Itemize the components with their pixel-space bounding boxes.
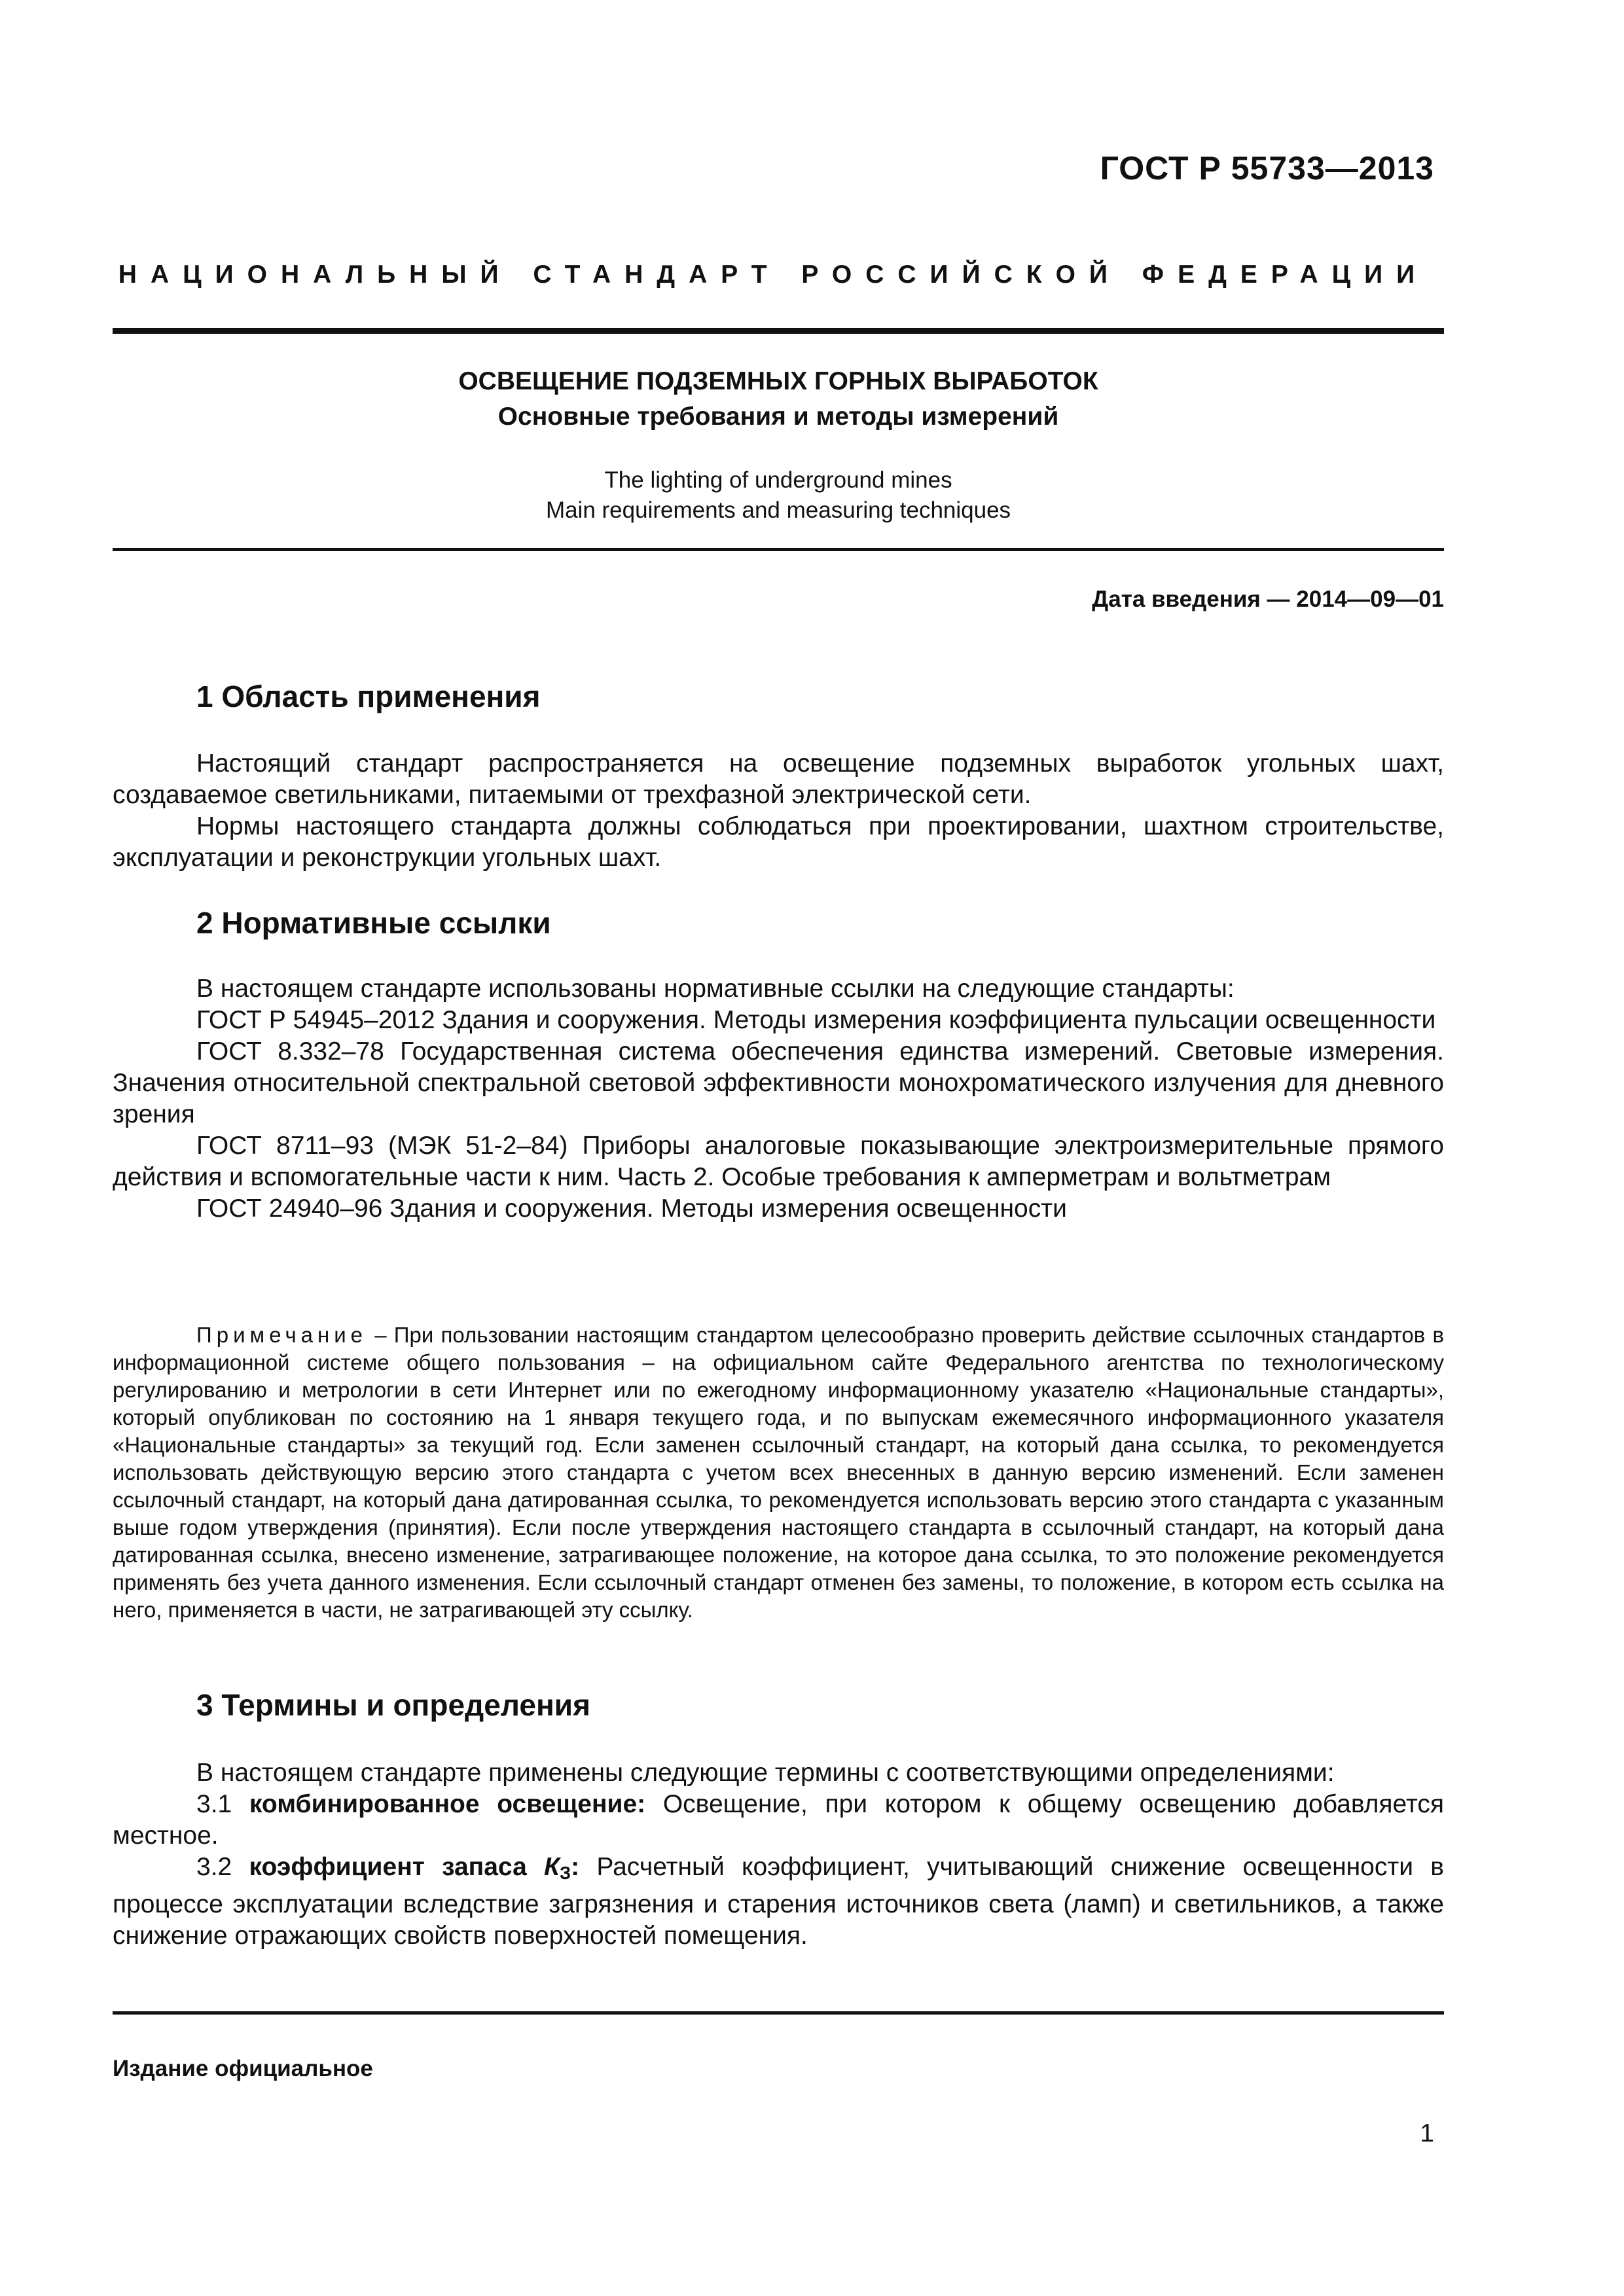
- section-1-paragraph: Настоящий стандарт распространяется на освещение подземных выработок угольных шахт, создаваемое светильниками, питаемыми от трехфазной электрической сети.: [113, 749, 1444, 809]
- gost-code: ГОСТ Р 55733—2013: [1100, 150, 1434, 187]
- term-item: [113, 1852, 1444, 1952]
- title-en: [113, 465, 1444, 526]
- term-name: комбинированное освещение:: [249, 1790, 646, 1818]
- reference-item: ГОСТ 8711–93 (МЭК 51-2–84) Приборы аналоговые показывающие электроизмерительные прямого действия и вспомогательные части к ним. Часть 2. Особые требования к амперметрам и вольтметрам: [113, 1132, 1444, 1191]
- top-rule: [113, 328, 1444, 334]
- title-en-sub: Main requirements and measuring techniques: [545, 497, 1011, 523]
- title-ru-main: ОСВЕЩЕНИЕ ПОДЗЕМНЫХ ГОРНЫХ ВЫРАБОТОК: [458, 367, 1098, 395]
- note-text: – При пользовании настоящим стандартом целесообразно проверить действие ссылочных стандартов в информационной системе общего пользования – на официальном сайте Федерального агентства по технологическому регулированию и метрологии в сети Интернет или по ежегодному информационному указателю «Национальные стандарты», который опубликован по состоянию на 1 января текущего года, и по выпускам ежемесячного информационного указателя «Национальные стандарты» за текущий год. Если заменен ссылочный стандарт, на который дана ссылка, то рекомендуется использовать действующую версию этого стандарта с учетом всех внесенных в данную версию изменений. Если заменен ссылочный стандарт, на который дана датированная ссылка, то рекомендуется использовать версию этого стандарта с указанным выше годом утверждения (принятия). Если после утверждения настоящего стандарта в ссылочный стандарт, на который дана датированная ссылка, внесено изменение, затрагивающее положение, на которое дана ссылка, то это положение рекомендуется применять без учета данного изменения. Если ссылочный стандарт отменен без замены, то положение, в котором есть ссылка на него, применяется в части, не затрагивающей эту ссылку.: [113, 1323, 1444, 1622]
- section-2-body: [113, 973, 1444, 1225]
- term-definition: Освещение, при котором к общему освещению добавляется местное.: [113, 1790, 1444, 1850]
- note-block: [113, 1321, 1444, 1624]
- section-1-paragraph: Нормы настоящего стандарта должны соблюдаться при проектировании, шахтном строительстве, эксплуатации и реконструкции угольных шахт.: [113, 812, 1444, 872]
- reference-item: ГОСТ 24940–96 Здания и сооружения. Методы измерения освещенности: [196, 1194, 1067, 1223]
- title-en-main: The lighting of underground mines: [604, 467, 952, 493]
- note-label: Примечание: [196, 1323, 368, 1347]
- introduction-date: Дата введения — 2014—09—01: [1092, 586, 1444, 612]
- term-item: [113, 1789, 1444, 1852]
- reference-item: ГОСТ 8.332–78 Государственная система обеспечения единства измерений. Световые измерения. Значения относительной спектральной световой эффективности монохроматического излучения для дневного зрения: [113, 1037, 1444, 1128]
- term-symbol: К: [544, 1853, 560, 1881]
- term-name: коэффициент запаса: [249, 1853, 545, 1881]
- title-ru-sub: Основные требования и методы измерений: [497, 403, 1059, 431]
- section-3-intro: В настоящем стандарте применены следующие термины с соответствующими определениями:: [196, 1759, 1335, 1787]
- section-2-heading: 2 Нормативные ссылки: [196, 906, 551, 940]
- term-symbol-subscript: З: [560, 1863, 571, 1883]
- term-definition: Расчетный коэффициент, учитывающий снижение освещенности в процессе эксплуатации вследствие загрязнения и старения источников света (ламп) и светильников, а также снижение отражающих свойств поверхностей помещения.: [113, 1853, 1444, 1950]
- section-1-heading: 1 Область применения: [196, 679, 541, 713]
- term-number: 3.2: [196, 1853, 249, 1881]
- national-standard-banner: НАЦИОНАЛЬНЫЙ СТАНДАРТ РОССИЙСКОЙ ФЕДЕРАЦИИ: [118, 260, 1429, 289]
- section-3-heading: 3 Термины и определения: [196, 1688, 590, 1722]
- title-bottom-rule: [113, 548, 1444, 551]
- title-block: [113, 364, 1444, 526]
- term-colon: :: [571, 1853, 580, 1881]
- official-edition-label: Издание официальное: [113, 2056, 373, 2081]
- page-number: 1: [1420, 2119, 1434, 2147]
- section-1-body: [113, 748, 1444, 874]
- term-number: 3.1: [196, 1790, 249, 1818]
- section-3-body: [113, 1757, 1444, 1952]
- section-2-intro: В настоящем стандарте использованы нормативные ссылки на следующие стандарты:: [196, 975, 1235, 1003]
- reference-item: ГОСТ Р 54945–2012 Здания и сооружения. Методы измерения коэффициента пульсации освещенности: [196, 1006, 1436, 1034]
- footer-rule: [113, 2011, 1444, 2015]
